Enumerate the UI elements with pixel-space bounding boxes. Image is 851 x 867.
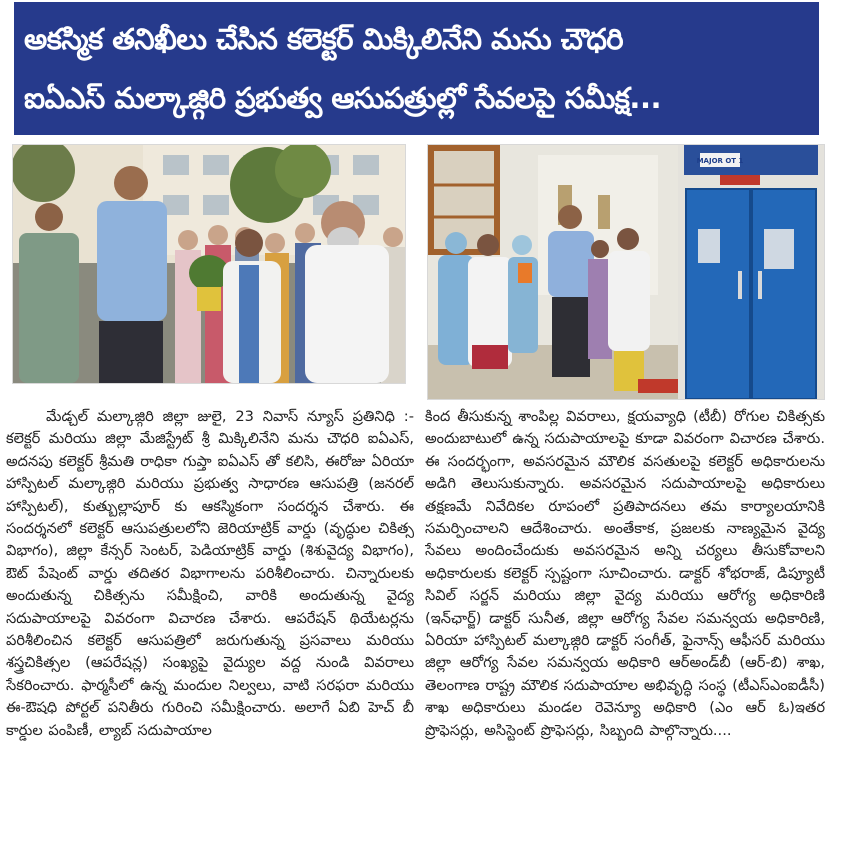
headline-line-2: ఐఏఎస్ మల్కాజ్గిరి ప్రభుత్వ ఆసుపత్రుల్లో సేవలపై సమీక్ష... <box>24 81 661 115</box>
article-column-2 <box>425 406 825 866</box>
article-text-2: కింద తీసుకున్న శాంపిల్ల వివరాలు, క్షయవ్యాధి (టీబీ) రోగుల చికిత్సకు అందుబాటులో ఉన్న సదుపాయాలపై కూడా వివరంగా విచారణ చేశారు. ఈ సందర్భంగా, అవసరమైన మౌలిక వసతులపై కలెక్టర్ అధికారులను అడిగి తెలుసుకున్నారు. అవసరమైన సదుపాయాలపై అధికారులు తక్షణమే నివేదికల రూపంలో ప్రతిపాదనలు తమ కార్యాలయానికి సమర్పించాలని ఆదేశించారు. అంతేకాక, ప్రజలకు నాణ్యమైన వైద్య సేవలు అందించేందుకు అవసరమైన అన్ని చర్యలు తీసుకోవాలని అధికారులకు కలెక్టర్ స్పష్టంగా సూచించారు. డాక్టర్ శోభరాజ్, డిప్యూటీ సివిల్ సర్జన్ మరియు జిల్లా వైద్య మరియు ఆరోగ్య అధికారిణి (ఇన్‌ఛార్జ్) డాక్టర్ సునీత, జిల్లా ఆరోగ్య సేవల సమన్వయ అధికారిణి, ఏరియా హాస్పిటల్ మల్కాజ్గిరి డాక్టర్ సంగీత్, ఫైనాన్స్ ఆఫీసర్ మరియు జిల్లా ఆరోగ్య సేవల సమన్వయ అధికారి ఆర్అండ్‌బీ (ఆర్-బి) శాఖ, తెలంగాణ రాష్ట్ర మౌలిక సదుపాయాల అభివృద్ధి సంస్థ (టీఎస్ఎంఐడీసీ) శాఖ అధికారులు మండల రెవెన్యూ అధికారి (ఎం ఆర్ ఓ)ఇతర ప్రొఫెసర్లు, అసిస్టెంట్ ప్రొఫెసర్లు, సిబ్బంది పాల్గొన్నారు.... <box>425 408 825 739</box>
hospital-inspection-photo <box>427 144 825 400</box>
article-text-1: మేడ్చల్ మల్కాజ్గిరి జిల్లా జులై, 23 నివాస్ న్యూస్ ప్రతినిధి :- కలెక్టర్ మరియు జిల్లా మేజిస్ట్రేట్ శ్రీ మిక్కిలినేని మను చౌధరి ఐఏఎస్, అదనపు కలెక్టర్ శ్రీమతి రాధికా గుప్తా ఐఏఎస్ తో కలిసి, ఈరోజు ఏరియా హాస్పిటల్ మల్కాజ్గిరి మరియు ప్రభుత్వ సాధారణ ఆసుపత్రి (జనరల్ హాస్పిటల్), కుత్బుల్లాపూర్ కు ఆకస్మికంగా సందర్శన చేశారు. ఈ సందర్శనలో కలెక్టర్ ఆసుపత్రులలోని జెరియాట్రిక్ వార్డు (వృద్ధుల చికిత్స విభాగం), జిల్లా కేన్సర్ సెంటర్, పెడియాట్రిక్ వార్డు (శిశువైద్య విభాగం), ఔట్ పేషెంట్ వార్డు తదితర విభాగాలను పరిశీలించారు. చిన్నారులకు అందుతున్న చికిత్సను సమీక్షించి, వారికి అందుతున్న వైద్య సదుపాయాలపై వివరంగా విచారణ చేశారు. ఆపరేషన్ థియేటర్లను పరిశీలించిన కలెక్టర్ ఆసుపత్రిలో జరుగుతున్న ప్రసవాలు మరియు శస్త్రచికిత్సల (ఆపరేషన్ల) సంఖ్యపై వైద్యుల వద్ద నుండి వివరాలు సేకరించారు. ఫార్మసీలో ఉన్న మందుల నిల్వలు, వాటి సరఫరా మరియు ఈ-ఔషధి పోర్టల్ పనితీరు గురించి సమీక్షించారు. అలాగే ఏబి హెచ్ బీ కార్డుల పంపిణీ, ల్యాబ్ సదుపాయాల <box>6 408 414 739</box>
ot-door-sign: MAJOR OT 1 <box>696 157 744 165</box>
hospital-corridor-illustration <box>428 145 824 399</box>
collector-greeting-photo <box>12 144 406 384</box>
headline-line-1: అకస్మిక తనిఖీలు చేసిన కలెక్టర్ మిక్కిలినేని మను చౌధరి <box>24 22 624 56</box>
article-column-1 <box>6 406 414 866</box>
headline-banner <box>14 2 819 135</box>
collector-greeting-illustration <box>13 145 405 383</box>
